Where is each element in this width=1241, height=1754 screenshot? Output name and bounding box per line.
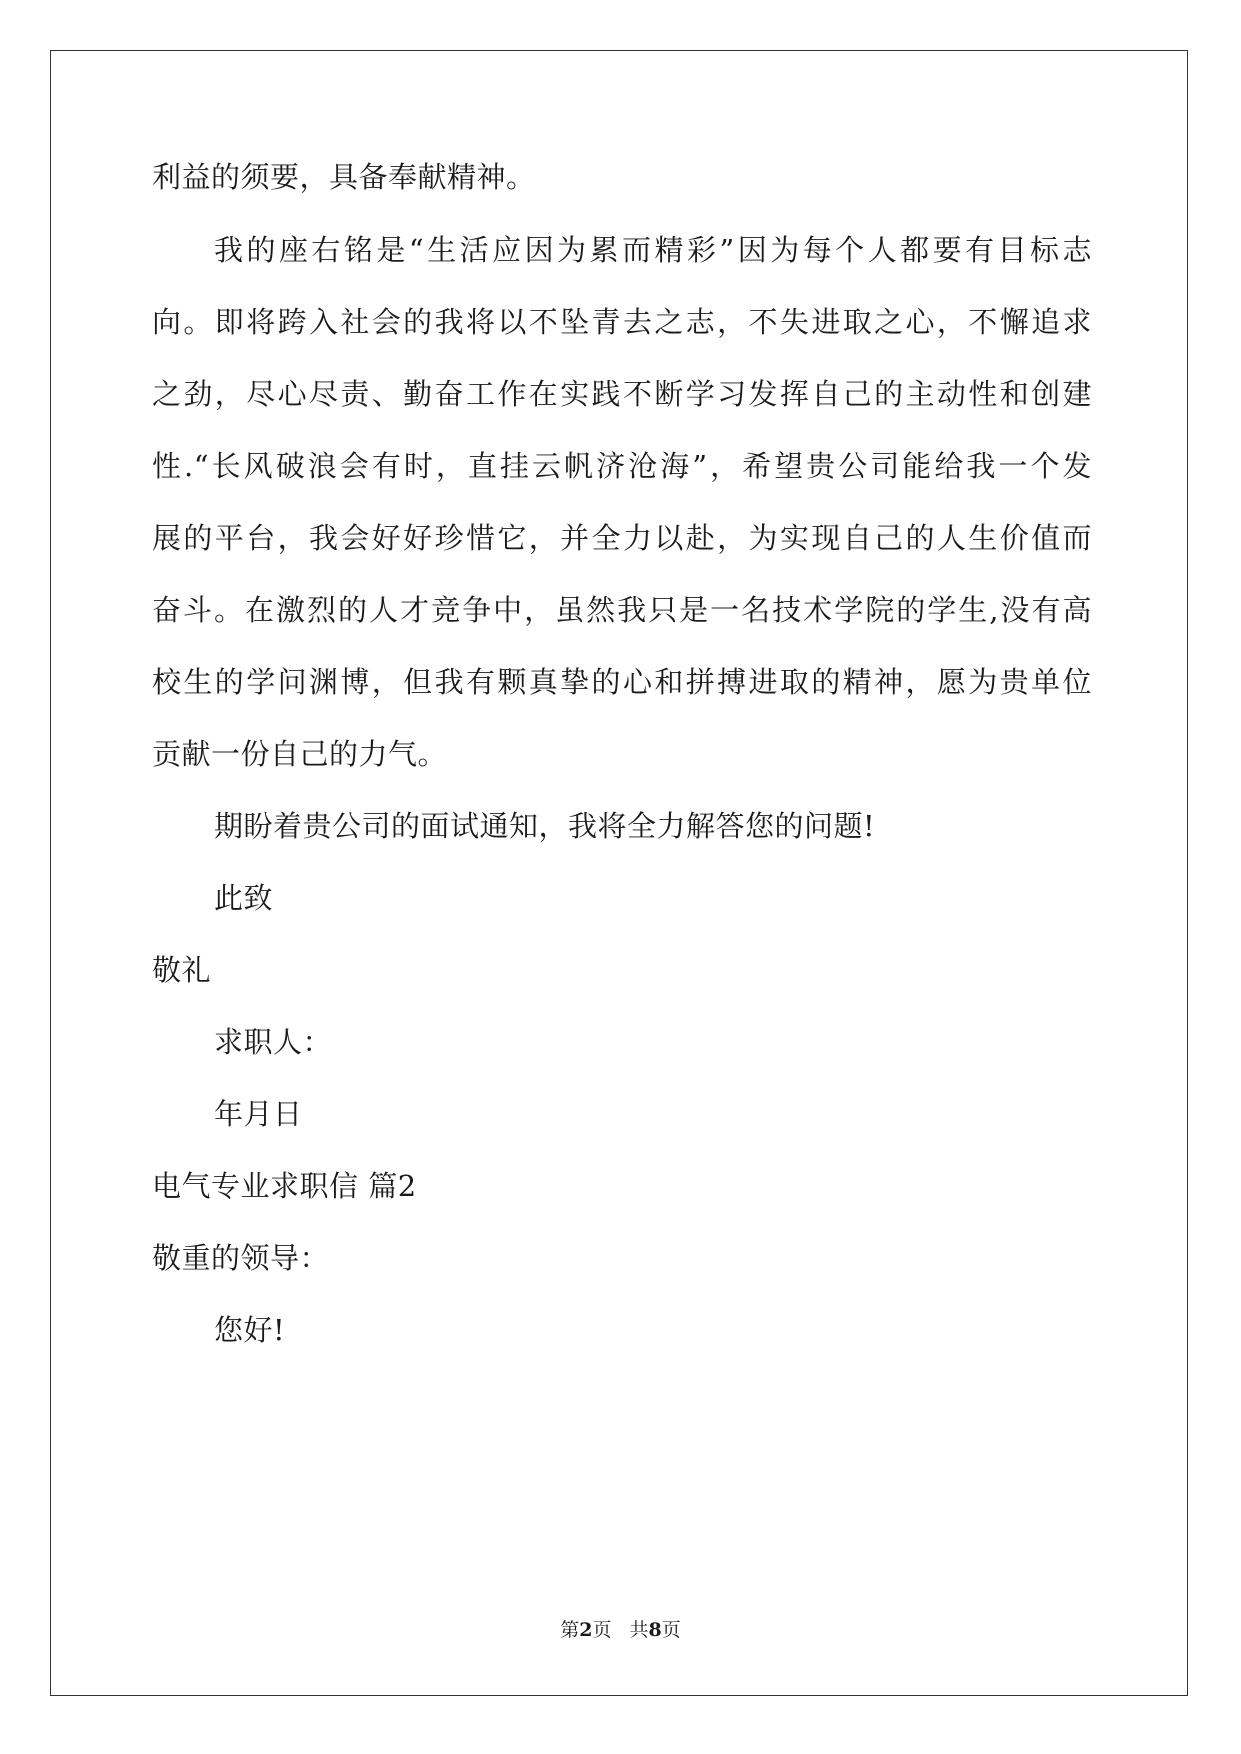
text-line-5: 性.“长风破浪会有时，直挂云帆济沧海”，希望贵公司能给我一个发 [152,449,1092,483]
applicant-signature: 求职人： [214,1025,333,1059]
text-line-10: 期盼着贵公司的面试通知，我将全力解答您的问题! [214,809,876,843]
page-prefix: 第 [560,1619,580,1641]
text-line-2: 我的座右铭是“生活应因为累而精彩”因为每个人都要有目标志 [214,233,1092,267]
greeting-line: 敬重的领导： [152,1241,330,1275]
total-prefix: 共 [629,1619,649,1641]
text-line-3: 向。即将跨入社会的我将以不坠青去之志，不失进取之心，不懈追求 [152,305,1092,339]
closing-salutation: 此致 [214,881,274,915]
text-line-9: 贡献一份自己的力气。 [152,737,448,771]
section-heading: 电气专业求职信 篇2 [152,1169,417,1203]
closing-regards: 敬礼 [152,953,212,987]
text-line-6: 展的平台，我会好好珍惜它，并全力以赴，为实现自己的人生价值而 [152,521,1092,555]
page-frame [50,50,1188,1696]
page-footer [0,1618,1241,1642]
text-line-4: 之劲，尽心尽责、勤奋工作在实践不断学习发挥自己的主动性和创建 [152,377,1092,411]
date-line: 年月日 [214,1097,303,1131]
total-suffix: 页 [661,1619,681,1641]
text-line-8: 校生的学问渊博，但我有颗真挚的心和拼搏进取的精神，愿为贵单位 [152,665,1092,699]
greeting-hello: 您好! [214,1313,286,1347]
page-current: 2 [579,1619,593,1641]
text-line-7: 奋斗。在激烈的人才竞争中，虽然我只是一名技术学院的学生,没有高 [152,593,1092,627]
text-line-1: 利益的须要，具备奉献精神。 [152,160,536,194]
page-total: 8 [648,1619,662,1641]
page-suffix: 页 [592,1619,612,1641]
